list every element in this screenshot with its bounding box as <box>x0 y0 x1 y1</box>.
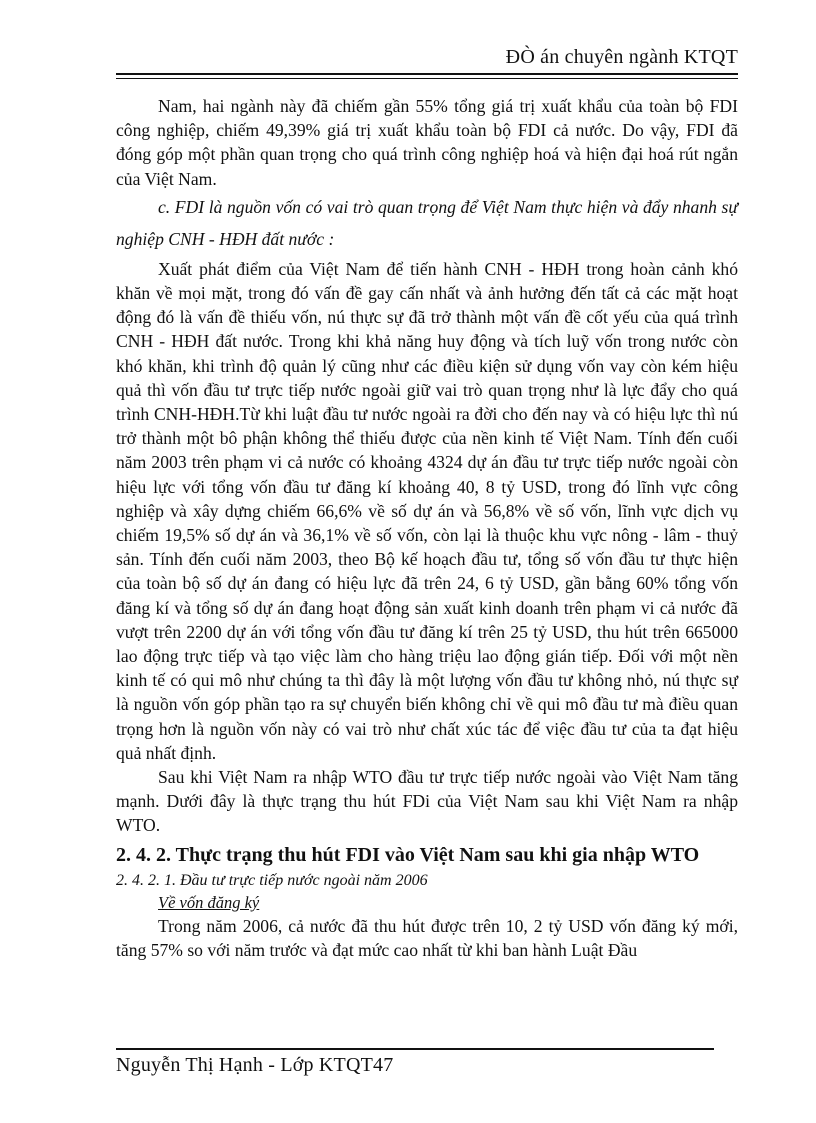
paragraph-wto-intro: Sau khi Việt Nam ra nhập WTO đầu tư trực tiếp nước ngoài vào Việt Nam tăng mạnh. Dưới đây là thực trạng thu hút FDi của Việt Nam sau khi Việt Nam ra nhập WTO. <box>116 767 738 836</box>
header-rule-thin <box>116 78 738 79</box>
header-rule-thick <box>116 73 738 75</box>
page-header-title: ĐÒ án chuyên ngành KTQT <box>505 46 738 68</box>
paragraph-2006-capital: Trong năm 2006, cả nước đã thu hút được trên 10, 2 tỷ USD vốn đăng ký mới, tăng 57% so với năm trước và đạt mức cao nhất từ khi ban hành Luật Đầu <box>116 915 738 960</box>
paragraph-fdi-exports: Nam, hai ngành này đã chiếm gần 55% tổng giá trị xuất khẩu của toàn bộ FDI công nghiệp, chiếm 49,39% giá trị xuất khẩu toàn bộ FDI cả nước. Do vậy, FDI đã đóng góp một phần quan trọng cho quá trình công nghiệp hoá và hiện đại hoá rút ngắn của Việt Nam. <box>116 96 738 189</box>
footer-rule <box>116 1048 714 1050</box>
subsub-heading: Về vốn đăng ký <box>158 892 260 912</box>
document-body <box>116 94 738 962</box>
footer-author: Nguyễn Thị Hạnh - Lớp KTQT47 <box>116 1054 394 1076</box>
section-heading: 2. 4. 2. Thực trạng thu hút FDI vào Việt Nam sau khi gia nhập WTO <box>116 843 700 866</box>
paragraph-fdi-capital: Xuất phát điểm của Việt Nam để tiến hành CNH - HĐH trong hoàn cảnh khó khăn về mọi mặt, trong đó vấn đề gay cấn nhất và ảnh hưởng đến tất cả các mặt hoạt động đó là vấn đề thiếu vốn, nú thực sự đã trở thành một vấn đề cốt yếu của quá trình CNH - HĐH đất nước. Trong khi khả năng huy động và tích luỹ vốn trong nước còn khó khăn, khi trình độ quản lý cũng như các điều kiện sử dụng vốn vay còn kém hiệu quả thì vốn đầu tư trực tiếp nước ngoài giữ vai trò quan trọng như là lực đẩy cho quá trình CNH-HĐH.Từ khi luật đầu tư nước ngoài ra đời cho đến nay và có hiệu lực thì nú trở thành một bô phận không thể thiếu được của nền kinh tế Việt Nam. Tính đến cuối năm 2003 trên phạm vi cả nước có khoảng 4324 dự án đầu tư trực tiếp nước ngoài còn hiệu lực với tổng vốn đầu tư đăng kí khoảng 40, 8 tỷ USD, trong đó lĩnh vực công nghiệp và xây dựng chiếm 66,6% về số dự án và 56,8% về số vốn, lĩnh vực dịch vụ chiếm 19,5% số dự án và 36,1% về số vốn, còn lại là thuộc khu vực nông - lâm - thuỷ sản. Tính đến cuối năm 2003, theo Bộ kế hoạch đầu tư, tổng số vốn đầu tư thực hiện của toàn bộ số dự án đang có hiệu lực đã trên 24, 6 tỷ USD, gần bằng 60% tổng vốn đăng kí và tổng số dự án đang hoạt động sản xuất kinh doanh trên phạm vi cả nước đã vượt trên 2200 dự án với tổng vốn đầu tư đăng kí trên 25 tỷ USD, thu hút trên 665000 lao động trực tiếp và tạo việc làm cho hàng triệu lao động gián tiếp. Đối với một nền kinh tế có qui mô như chúng ta thì đây là một lượng vốn đầu tư không nhỏ, nú thực sự là nguồn vốn góp phần tạo ra sự chuyển biến không chỉ về qui mô đầu tư mà điều quan trọng hơn là nguồn vốn này có vai trò như chất xúc tác để việc đầu tư của ta đạt hiệu quả nhất định. <box>116 258 738 763</box>
subsection-heading: 2. 4. 2. 1. Đầu tư trực tiếp nước ngoài năm 2006 <box>116 871 428 889</box>
heading-fdi-role: c. FDI là nguồn vốn có vai trò quan trọng để Việt Nam thực hiện và đẩy nhanh sự nghiệp CNH - HĐH đất nước : <box>116 196 738 249</box>
